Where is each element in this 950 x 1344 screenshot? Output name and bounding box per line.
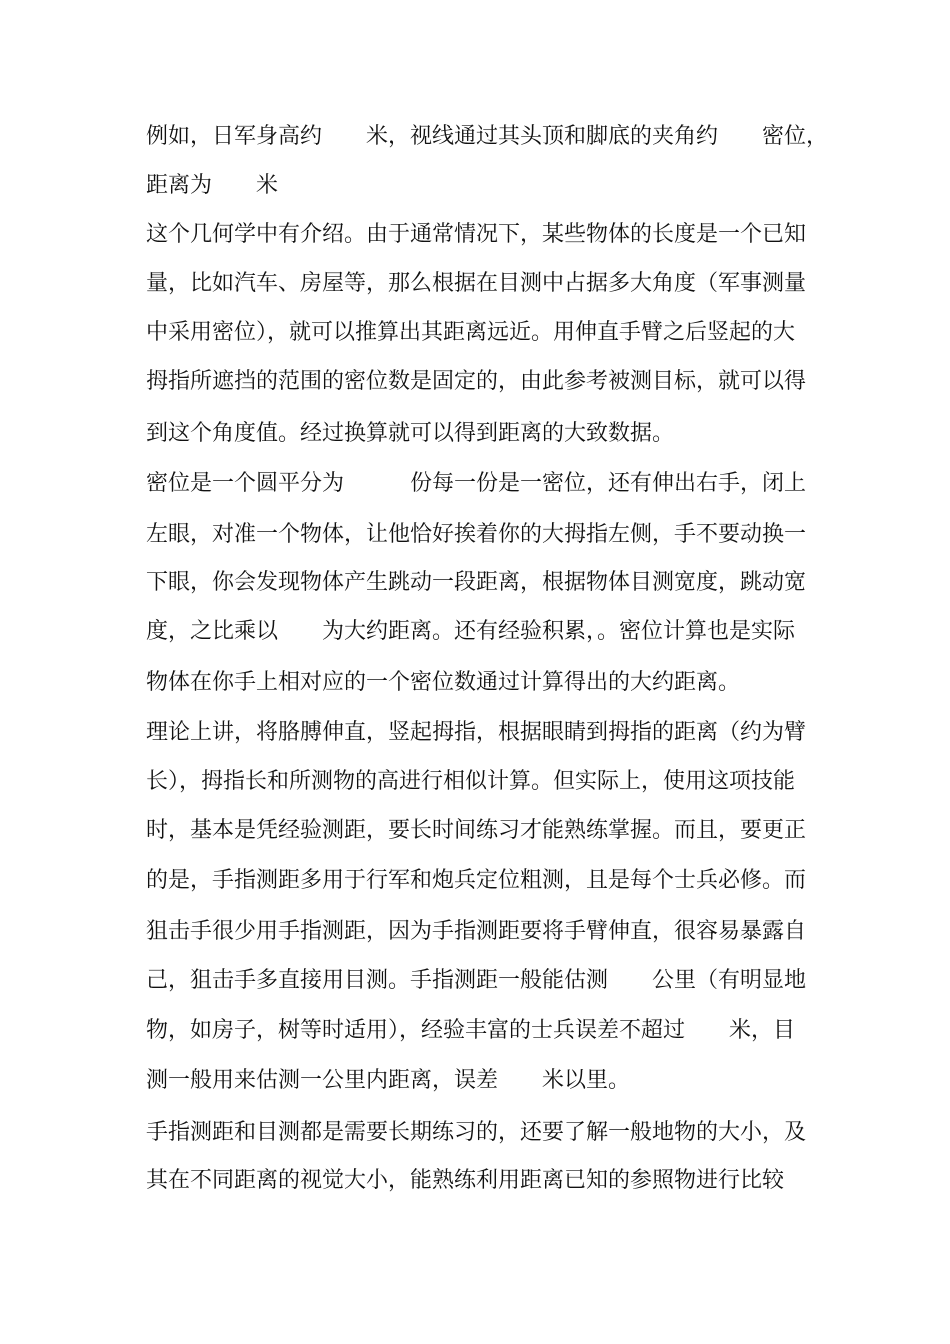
paragraph-3-line-5: 物体在你手上相对应的一个密位数通过计算得出的大约距离。 <box>146 670 741 695</box>
paragraph-1-line-1: 例如，日军身高约 米，视线通过其头顶和脚底的夹角约 密位， <box>146 124 829 149</box>
paragraph-2-line-2: 量，比如汽车、房屋等，那么根据在目测中占据多大角度（军事测量 <box>146 271 807 296</box>
paragraph-2-line-1: 这个几何学中有介绍。由于通常情况下，某些物体的长度是一个已知 <box>146 222 807 247</box>
paragraph-2-line-5: 到这个角度值。经过换算就可以得到距离的大致数据。 <box>146 421 675 446</box>
paragraph-4-line-7: 物，如房子，树等时适用），经验丰富的士兵误差不超过 米，目 <box>146 1018 796 1043</box>
paragraph-4-line-3: 时，基本是凭经验测距，要长时间练习才能熟练掌握。而且，要更正 <box>146 818 807 843</box>
paragraph-3-line-1: 密位是一个圆平分为 份每一份是一密位，还有伸出右手，闭上 <box>146 471 807 496</box>
paragraph-3-line-2: 左眼，对准一个物体，让他恰好挨着你的大拇指左侧，手不要动换一 <box>146 522 807 547</box>
paragraph-3-line-4: 度，之比乘以 为大约距离。还有经验积累，。密位计算也是实际 <box>146 619 796 644</box>
paragraph-4-line-2: 长），拇指长和所测物的高进行相似计算。但实际上，使用这项技能 <box>146 769 796 794</box>
paragraph-4-line-5: 狙击手很少用手指测距，因为手指测距要将手臂伸直，很容易暴露自 <box>146 919 807 944</box>
paragraph-4-line-6: 己，狙击手多直接用目测。手指测距一般能估测 公里（有明显地 <box>146 968 807 993</box>
paragraph-4-line-4: 的是，手指测距多用于行军和炮兵定位粗测，且是每个士兵必修。而 <box>146 868 807 893</box>
paragraph-5-line-1: 手指测距和目测都是需要长期练习的，还要了解一般地物的大小，及 <box>146 1120 807 1145</box>
paragraph-4-line-8: 测一般用来估测一公里内距离，误差 米以里。 <box>146 1068 631 1093</box>
paragraph-2-line-3: 中采用密位），就可以推算出其距离远近。用伸直手臂之后竖起的大 <box>146 320 796 345</box>
paragraph-3-line-3: 下眼，你会发现物体产生跳动一段距离，根据物体目测宽度，跳动宽 <box>146 570 807 595</box>
paragraph-1-line-2: 距离为 米 <box>146 173 279 198</box>
paragraph-2-line-4: 拇指所遮挡的范围的密位数是固定的，由此参考被测目标，就可以得 <box>146 369 807 394</box>
paragraph-5-line-2: 其在不同距离的视觉大小，能熟练利用距离已知的参照物进行比较 <box>146 1168 785 1193</box>
paragraph-4-line-1: 理论上讲，将胳膊伸直，竖起拇指，根据眼睛到拇指的距离（约为臂 <box>146 720 807 745</box>
